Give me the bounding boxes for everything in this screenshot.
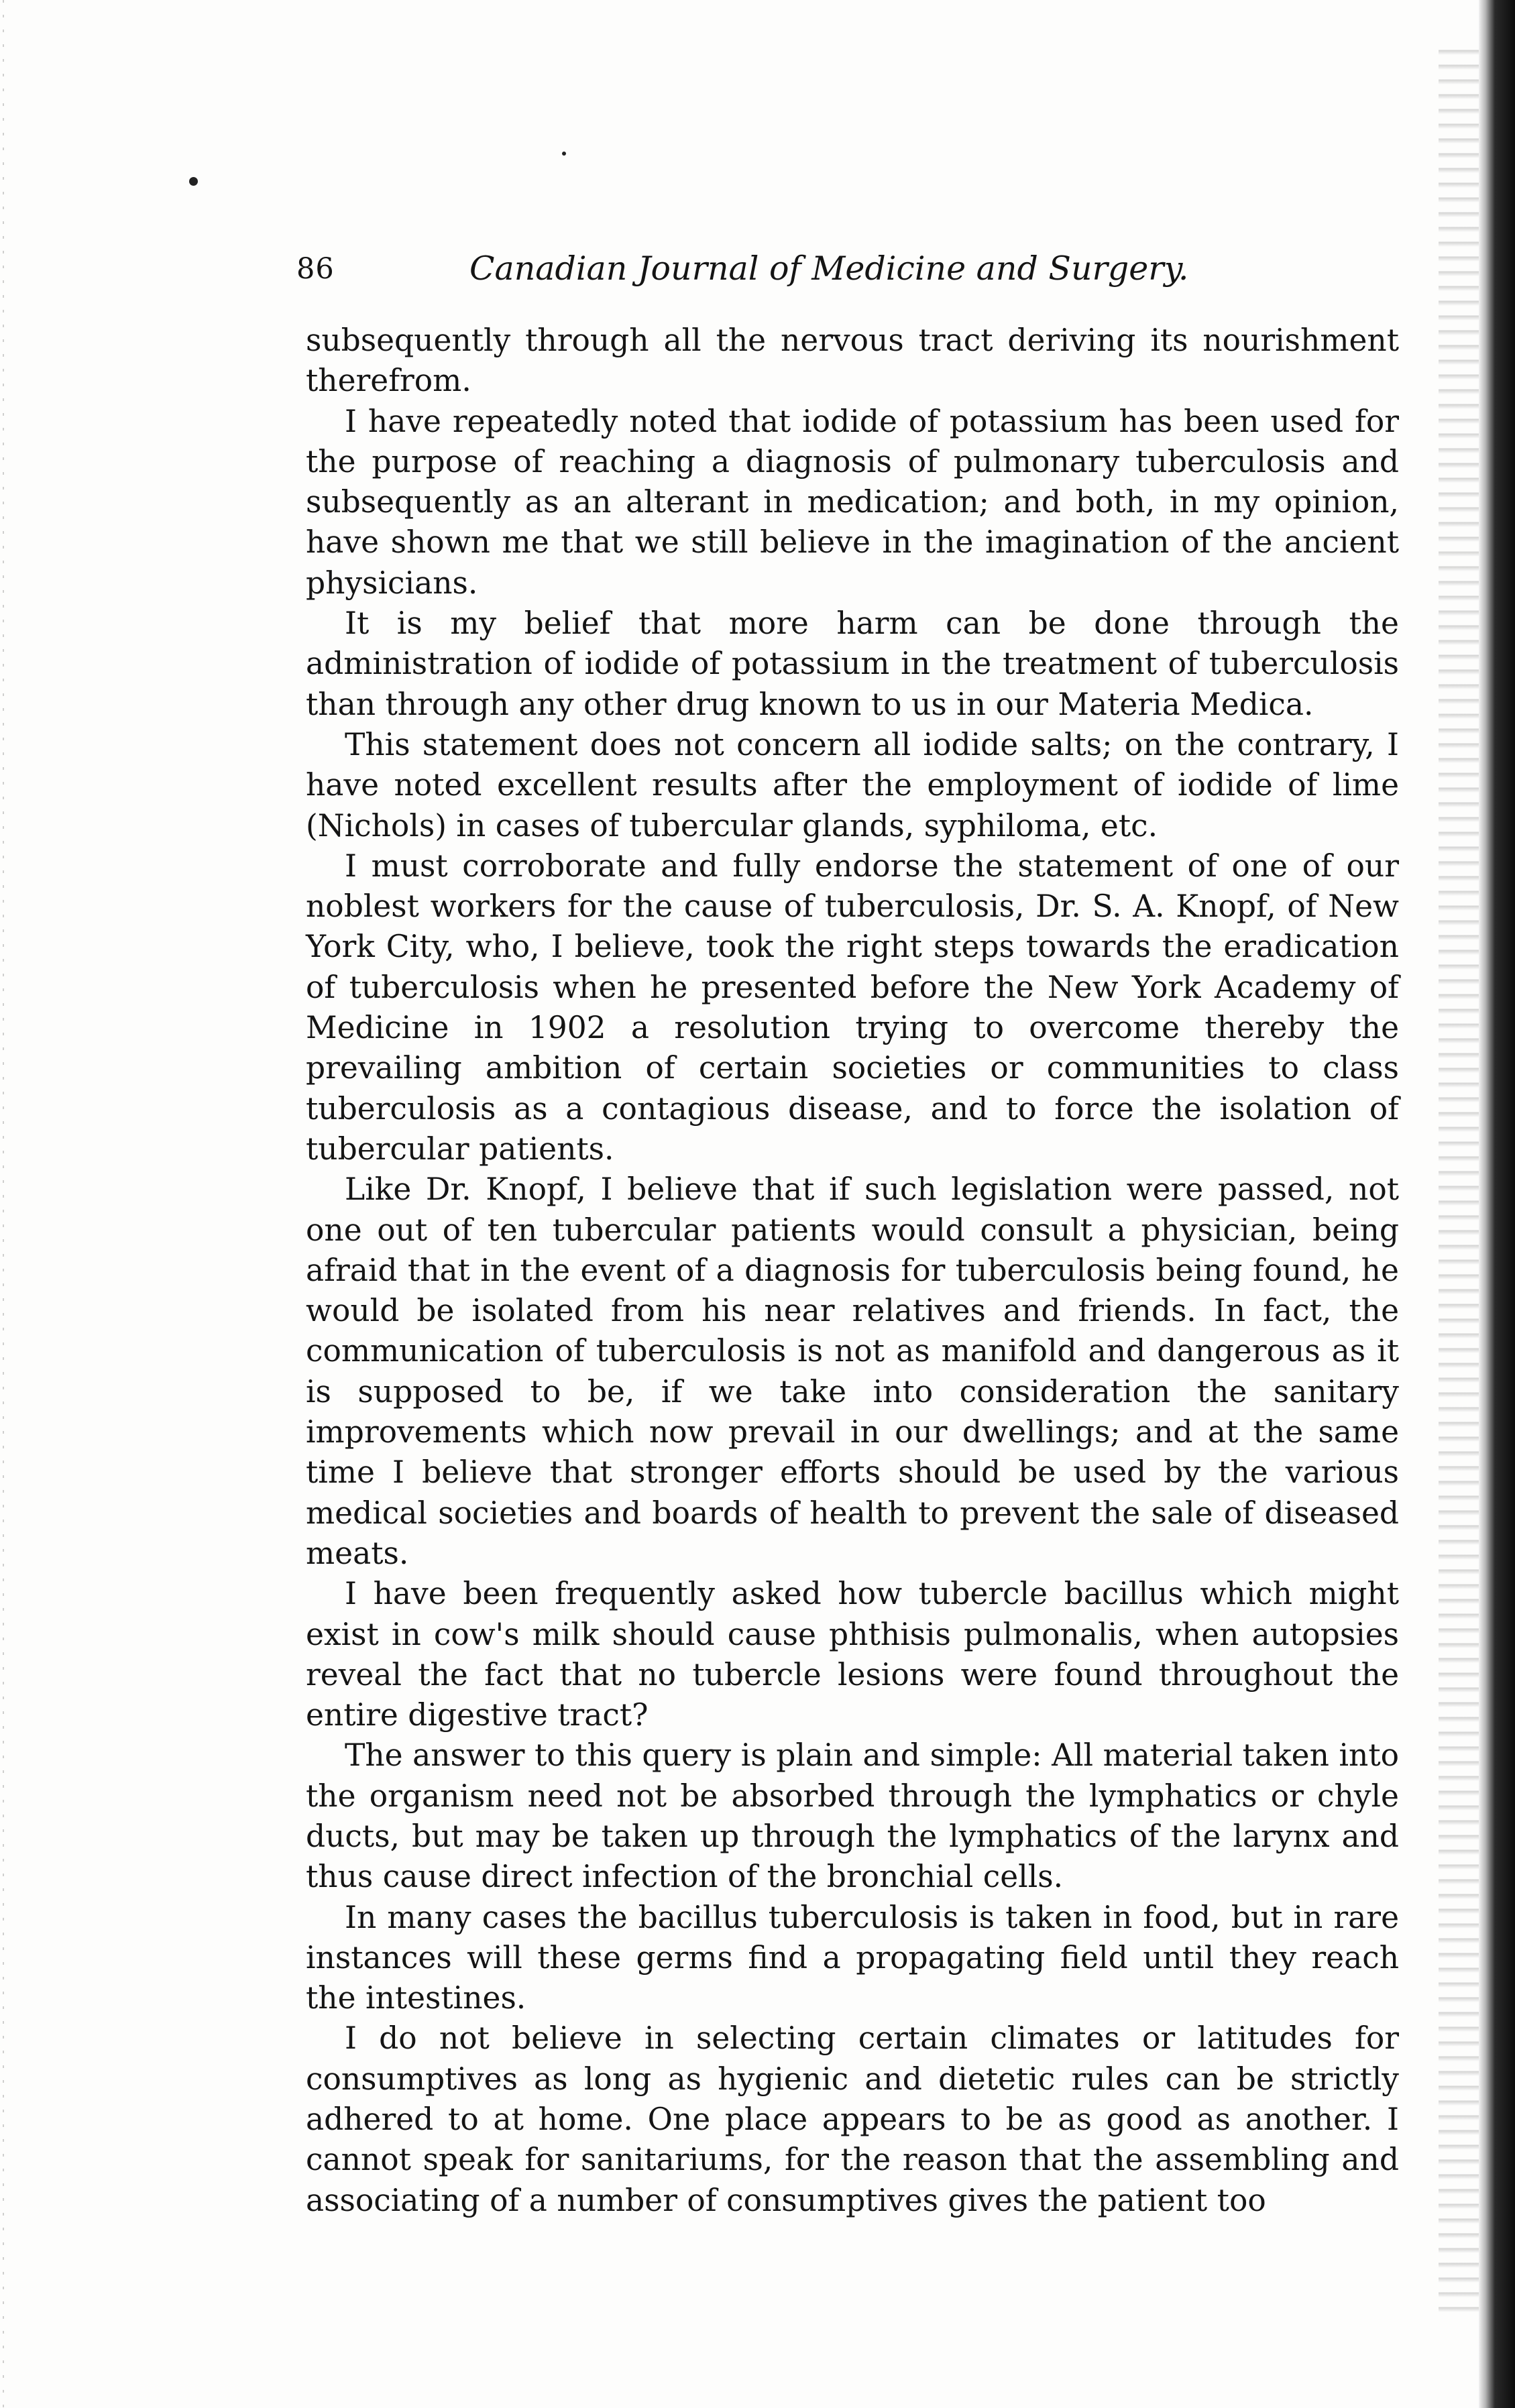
running-head xyxy=(296,245,1403,292)
binding-shadow xyxy=(1439,40,1479,2320)
paragraph: subsequently through all the nervous tract deriving its nourishment therefrom. xyxy=(306,323,1399,399)
paragraph: It is my belief that more harm can be done through the administration of iodide of potassium in the treatment of tuberculosis than through any other drug known to us in our Materia Medica. xyxy=(306,606,1399,722)
paragraph: I do not believe in selecting certain climates or latitudes for consumptives as long as hygienic and dietetic rules can be strictly adhered to at home. One place appears to be as good as another. I cannot speak for sanitariums, for the reason that the assembling and associating of a number of consumptives gives the patient too xyxy=(306,2020,1399,2218)
journal-title: Canadian Journal of Medicine and Surgery. xyxy=(469,249,1189,288)
paragraph: Like Dr. Knopf, I believe that if such legislation were passed, not one out of ten tubercular patients would consult a physician, being afraid that in the event of a diagnosis for tuberculosis being found, he would be isolated from his near relatives and friends. In fact, the communication of tuberculosis is not as manifold and dangerous as it is supposed to be, if we take into consideration the sanitary improvements which now prevail in our dwellings; and at the same time I believe that stronger efforts should be used by the various medical societies and boards of health to prevent the sale of diseased meats. xyxy=(306,1171,1399,1571)
scan-left-edge xyxy=(3,0,4,2408)
binding-edge xyxy=(1479,0,1515,2408)
paragraph: I must corroborate and fully endorse the statement of one of our noblest workers for the cause of tuberculosis, Dr. S. A. Knopf, of New York City, who, I believe, took the right steps towards the eradication of tuberculosis when he presented before the New York Academy of Medicine in 1902 a resolution trying to overcome thereby the prevailing ambition of certain societies or communities to class tuberculosis as a contagious disease, and to force the isolation of tubercular patients. xyxy=(306,848,1399,1167)
ink-speck xyxy=(562,152,566,156)
paragraph: I have repeatedly noted that iodide of potassium has been used for the purpose of reaching a diagnosis of pulmonary tuberculosis and subsequently as an alterant in medication; and both, in my opinion, have shown me that we still believe in the imagination of the ancient physicians. xyxy=(306,403,1399,601)
paragraph: I have been frequently asked how tubercle bacillus which might exist in cow's milk should cause phthisis pulmonalis, when autopsies reveal the fact that no tubercle lesions were found throughout the entire digestive tract? xyxy=(306,1576,1399,1733)
paragraph: In many cases the bacillus tuberculosis is taken in food, but in rare instances will these germs find a propagating field until they reach the intestines. xyxy=(306,1899,1399,2016)
ink-speck xyxy=(189,177,198,186)
paragraph: This statement does not concern all iodide salts; on the contrary, I have noted excellent results after the employment of iodide of lime (Nichols) in cases of tubercular glands, syphiloma, etc. xyxy=(306,726,1399,844)
paragraph: The answer to this query is plain and simple: All material taken into the organism need not be absorbed through the lymphatics or chyle ducts, but may be taken up through the lymphatics of the larynx and thus cause direct infection of the bronchial cells. xyxy=(306,1737,1399,1895)
page-number: 86 xyxy=(296,252,335,286)
article-body xyxy=(306,321,1399,2221)
